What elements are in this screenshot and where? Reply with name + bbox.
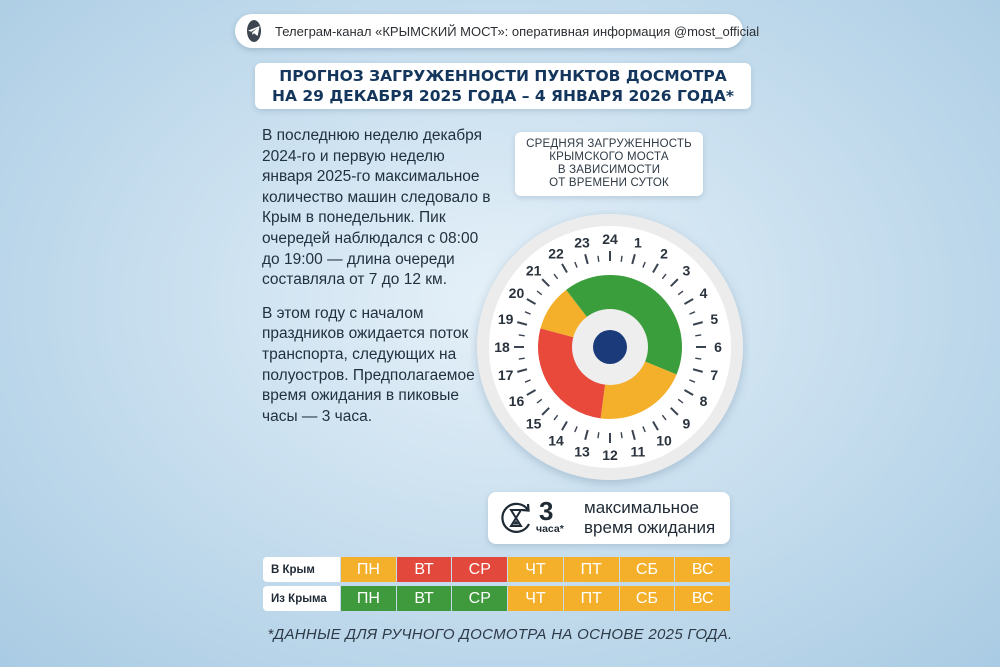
dial-hour-label: 18 [494,339,510,355]
caption-line-4: ОТ ВРЕМЕНИ СУТОК [549,177,669,190]
dial-hour-label: 7 [710,366,719,383]
title-line-1: ПРОГНОЗ ЗАГРУЖЕННОСТИ ПУНКТОВ ДОСМОТРА [279,67,727,85]
dial-center-dot [593,330,627,364]
dial-hour-label: 22 [548,245,564,262]
day-cell: ЧТ [508,557,563,582]
caption-line-1: СРЕДНЯЯ ЗАГРУЖЕННОСТЬ [526,137,692,150]
day-cell: СБ [620,586,675,611]
day-cell: ВС [675,557,730,582]
dial-hour-label: 4 [699,285,708,301]
dial-hour-label: 13 [574,443,590,460]
dial-hour-label: 16 [508,393,525,409]
caption-line-3: В ЗАВИСИМОСТИ [557,164,661,176]
schedule-row-to-crimea [263,556,730,583]
telegram-icon [247,20,261,42]
footnote: *ДАННЫЕ ДЛЯ РУЧНОГО ДОСМОТРА НА ОСНОВЕ 2025 ГОДА. [267,626,733,643]
dial-hour-label: 3 [682,262,691,279]
dial-hour-label: 8 [699,393,708,409]
dial-caption [515,132,703,196]
dial-tick [695,358,701,359]
dial-tick [621,256,622,262]
dial-hour-label: 9 [682,415,691,432]
dial-tick [621,432,622,438]
dial-tick [598,256,599,262]
day-cell: СБ [620,557,675,582]
dial-hour-label: 20 [508,285,525,301]
dial-hour-label: 21 [525,262,542,279]
dial-hour-label: 10 [656,432,672,449]
description-text [262,126,497,427]
wait-number: 3 [539,496,554,526]
wait-unit: часа* [536,523,564,535]
day-cell: ВС [675,586,730,611]
day-cell: ПН [341,557,396,582]
telegram-channel-text: Телеграм-канал «КРЫМСКИЙ МОСТ»: оперативная информация @most_official [275,23,760,39]
row-label: В Крым [263,557,340,582]
dial-hour-label: 23 [574,234,590,251]
dial-tick [598,432,599,438]
dial-hour-label: 19 [497,311,514,328]
day-cell: ПТ [564,557,619,582]
load-by-hour-dial [470,210,750,490]
paragraph-2: В этом году с началом праздников ожидается поток транспорта, следующих на полуостров. Предполагаемое время ожидания в пиковые часы — 3 часа. [262,304,475,425]
day-cell: ЧТ [508,586,563,611]
max-wait-box [488,492,730,544]
dial-hour-label: 1 [634,234,642,251]
title-line-2: НА 29 ДЕКАБРЯ 2025 ГОДА – 4 ЯНВАРЯ 2026 ГОДА* [272,87,734,105]
dial-tick [519,358,525,359]
dial-hour-label: 11 [630,443,646,460]
weekly-schedule [263,556,730,614]
day-cell: СР [452,557,507,582]
day-cell: ПТ [564,586,619,611]
caption-line-2: КРЫМСКОГО МОСТА [549,150,669,163]
dial-hour-label: 17 [497,366,514,383]
dial-tick [519,335,525,336]
day-cell: ВТ [397,557,452,582]
day-cell: ВТ [397,586,452,611]
dial-hour-label: 2 [660,245,668,262]
day-cell: ПН [341,586,396,611]
row-label: Из Крыма [263,586,340,611]
telegram-channel-bar[interactable] [235,14,760,48]
dial-hour-label: 5 [710,311,719,328]
wait-description: максимальное время ожидания [584,498,716,537]
dial-hour-label: 24 [602,231,618,247]
hourglass-icon [498,500,534,536]
schedule-row-from-crimea [263,585,730,612]
dial-hour-label: 15 [525,415,542,432]
dial-hour-label: 6 [714,339,722,355]
dial-hour-label: 14 [548,432,564,449]
dial-tick [695,335,701,336]
paragraph-1: В последнюю неделю декабря 2024-го и первую неделю января 2025-го максимальное количество машин следовало в Крым в понедельник. Пик очередей наблюдался с 08:00 до 19:00 — длина очереди составляла от 7 до 12 км. [262,127,491,289]
page-title [255,63,751,109]
day-cell: СР [452,586,507,611]
dial-hour-label: 12 [602,447,618,463]
